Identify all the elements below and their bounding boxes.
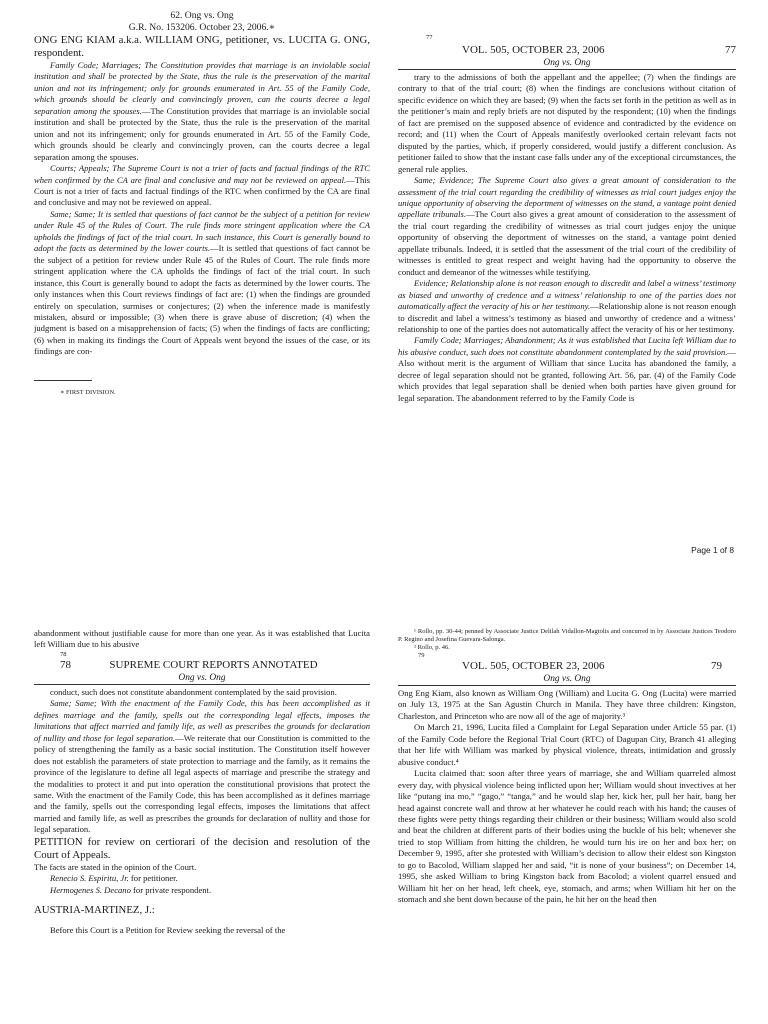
syllabus-paragraph bbox=[34, 209, 370, 358]
counsel-name: Renecio S. Espiritu, Jr. bbox=[50, 873, 129, 884]
facts-line: The facts are stated in the opinion of the Court. bbox=[34, 861, 197, 872]
syllabus-text: —Relationship alone is not reason enough to discredit and label a witness’s testimony as biased and unworthy of credence and a witness’ relationship to one of the parties does not automatically affect the veracity of his or her testimony. bbox=[398, 301, 736, 334]
publication-title: SUPREME COURT REPORTS ANNOTATED bbox=[109, 658, 318, 671]
syllabus-heading: Same; Same; It is settled that questions of fact cannot be the subject of a petition for review under Rule 45 of the Rules of Court. The rule finds more stringent application where the CA upholds the findings of fact of the trial court. In such instance, this Court is generally bound to adopt the facts as determined by the lower courts. bbox=[34, 208, 370, 254]
syllabus-text: —The Court also gives a great amount of consideration to the assessment of the trial court regarding the credibility of witnesses as trial court judges enjoy the unique opportunity of observing the deportment of witnesses on the stand, a vantage point denied appellate tribunals. Indeed, it is settled that the assessment of the trial court of the credibility of witnesses is entitled to great respect and weight having had the opportunity to observe the conduct and demeanor of the witnesses while testifying. bbox=[398, 209, 736, 277]
body-paragraph: On March 21, 1996, Lucita filed a Complaint for Legal Separation under Article 55 par. (1) of the Family Code before the Regional Trial Court (RTC) of Dagupan City, Branch 41 alleging that her life with William was marked by physical violence, threats, intimidation and grossly abusive conduct.⁴ bbox=[398, 722, 736, 767]
page-77-column bbox=[398, 44, 736, 404]
running-title: Ong vs. Ong bbox=[398, 57, 736, 70]
footnote-divider bbox=[34, 380, 92, 381]
running-title: Ong vs. Ong bbox=[34, 672, 370, 685]
body-paragraph: Before this Court is a Petition for Review seeking the reversal of the bbox=[50, 925, 286, 936]
page-marker: 78 bbox=[60, 650, 67, 658]
page-header bbox=[398, 660, 736, 673]
page-number: 77 bbox=[725, 44, 736, 56]
running-title: Ong vs. Ong bbox=[398, 673, 736, 686]
counsel-name: Hermogenes S. Decano bbox=[50, 884, 131, 895]
page-marker: 79 bbox=[418, 652, 425, 659]
page-count: Page 1 of 8 bbox=[691, 545, 734, 555]
case-parties: ONG ENG KIAM a.k.a. WILLIAM ONG, petitioner, vs. LUCITA G. ONG, respondent. bbox=[34, 34, 370, 59]
counsel-line bbox=[34, 885, 370, 896]
syllabus-paragraph bbox=[398, 175, 736, 278]
counsel-line bbox=[34, 873, 370, 884]
gr-number: G.R. No. 153206. October 23, 2006.∗ bbox=[128, 22, 276, 33]
counsel-role: for petitioner. bbox=[128, 873, 178, 884]
syllabus-paragraph bbox=[34, 698, 370, 835]
page-78-column bbox=[34, 628, 370, 937]
syllabus-text: —This Court is not a trier of facts and factual findings of the RTC when confirmed by the CA are final and conclusive and may not be reviewed on appeal. bbox=[34, 174, 370, 208]
syllabus-heading: Family Code; Marriages; Abandonment; As it was established that Lucita left William due to his abusive conduct, such does not constitute abandonment contemplated by the said provision. bbox=[398, 335, 736, 357]
syllabus-heading: Evidence; Relationship alone is not reason enough to discredit and label a witness’ testimony as biased and unworthy of credence and a witness’ relationship to one of the parties does not automatically affect the veracity of his or her testimony. bbox=[398, 278, 736, 312]
syllabus-paragraph bbox=[34, 60, 370, 163]
volume-title: VOL. 505, OCTOBER 23, 2006 bbox=[462, 44, 605, 56]
syllabus-heading: Same; Evidence; The Supreme Court also gives a great amount of consideration to the assessment of the trial court regarding the credibility of witnesses as trial court judges enjoy the unique opportunity of observing the deportment of witnesses on the stand, a vantage point denied appellate tribunals. bbox=[398, 175, 736, 220]
footnote: ¹ Rollo, pp. 30-44; penned by Associate Justice Delilah Vidallon-Magtolis and concurred in by Associate Justices Teodoro P. Regino and Josefina Guevara-Salonga. bbox=[398, 628, 736, 643]
ponente: AUSTRIA-MARTINEZ, J.: bbox=[34, 904, 155, 917]
page-number: 78 bbox=[60, 658, 71, 671]
counsel-role: for private respondent. bbox=[130, 884, 212, 895]
petition-line: PETITION for review on certiorari of the decision and resolution of the Court of Appeals. bbox=[34, 835, 370, 861]
syllabus-text: —Also without merit is the argument of William that since Lucita has abandoned the family, a decree of legal separation should not be granted, following Art. 56, par. (4) of the Family Code which provides that legal separation shall be denied when both parties have given ground for legal separation. The abandonment referred to by the Family Code is bbox=[398, 346, 736, 403]
syllabus-heading: Same; Same; With the enactment of the Family Code, this has been accomplished as it defines marriage and the family, spells out the corresponding legal effects, imposes the limitations that affect married and family life, as well as prescribes the grounds for declaration of nullity and those for legal separation. bbox=[34, 698, 370, 743]
page-header bbox=[34, 659, 370, 672]
body-paragraph: trary to the admissions of both the appellant and the appellee; (7) when the findings are contrary to that of the trial court; (8) when the findings are conclusions without citation of specific evidence on which they are based; (9) when the facts set forth in the petition as well as in the petitioner’s main and reply briefs are not disputed by the respondent; (10) when the findings of fact are premised on the supposed absence of evidence and contradicted by the evidence on record; and (11) when the Court of Appeals manifestly overlooked certain relevant facts not disputed by the parties, which, if properly considered, would justify a different conclusion. As petitioner failed to show that the instant case falls under any of the exceptional circumstances, the general rule applies. bbox=[398, 72, 736, 174]
syllabus-paragraph bbox=[34, 163, 370, 209]
page-header bbox=[398, 44, 736, 57]
footnote: ² Rollo, p. 46. bbox=[414, 644, 450, 651]
page-79-column bbox=[398, 628, 736, 906]
syllabus-heading: Courts; Appeals; The Supreme Court is not a trier of facts and factual findings of the RTC when confirmed by the CA are final and conclusive and may not be reviewed on appeal. bbox=[34, 163, 370, 185]
page-number: 79 bbox=[711, 660, 722, 672]
body-paragraph: Ong Eng Kiam, also known as William Ong (William) and Lucita G. Ong (Lucita) were married on July 13, 1975 at the San Agustin Church in Manila. They have three children: Kingston, Charleston, and Princeton who are now all of the age of majority.³ bbox=[398, 688, 736, 721]
body-paragraph: Lucita claimed that: soon after three years of marriage, she and William quarreled almost every day, with physical violence being inflicted upon her; William would shout invectives at her like “putang ina mo,” “gago,” “tanga,” and he would slap her, kick her, pull her hair, bang her head against concrete wall and throw at her whatever he could reach with his hand; the causes of these fights were petty things regarding their children or their business; William would also scold and beat the children at different parts of their bodies using the buckle of his belt; whenever she tried to stop William from hitting the children, he would turn his ire on her and box her; on December 9, 1995, after she protested with William’s decision to allow their eldest son Kingston to go to Bacolod, William slapped her and said, “it is none of your business”; on December 14, 1995, she asked William to bring Kingston back from Bacolod; a violent quarrel ensued and William hit her on her head, left cheek, eye, stomach, and arms; when William hit her on the stomach and she bent down because of the pain, he hit her on the head then bbox=[398, 768, 736, 905]
page-marker: 77 bbox=[426, 34, 433, 41]
carryover-text: abandonment without justifiable cause for more than one year. As it was established that Lucita left William due to his abusive bbox=[34, 628, 370, 650]
volume-title: VOL. 505, OCTOBER 23, 2006 bbox=[462, 660, 605, 672]
footnote: ∗ FIRST DIVISION. bbox=[60, 388, 116, 396]
body-paragraph: conduct, such does not constitute abandonment contemplated by the said provision. bbox=[50, 686, 337, 697]
syllabus-paragraph bbox=[398, 335, 736, 404]
syllabus-text: —The Constitution provides that marriage is an inviolable social institution and shall be protected by the State, thus the rule is the preservation of the marital union and not its infringement; only for grounds enumerated in Art. 55 of the Family Code, which grounds should be clearly and convincingly proven, can the courts decree a legal separation among the spouses. bbox=[34, 105, 370, 162]
syllabus-text: —We reiterate that our Constitution is committed to the policy of strengthening the family as a basic social institution. The Constitution itself however does not establish the parameters of state protection to marriage and the family, as it remains the province of the legislature to define all legal aspects of marriage and prescribe the strategy and the modalities to protect it and put into operation the constitutional provisions that protect the same. With the enactment of the Family Code, this has been accomplished as it defines marriage and the family, spells out the corresponding legal effects, imposes the limitations that affect married and family life, as well as prescribes the grounds for declaration of nullity and those for legal separation. bbox=[34, 732, 370, 835]
syllabus-paragraph bbox=[398, 278, 736, 335]
syllabus-heading: Family Code; Marriages; The Constitution provides that marriage is an inviolable social institution and shall be protected by the State, thus the rule is the preservation of the marital union and not its infringement; only for grounds enumerated in Art. 55 of the Family Code, which grounds should be clearly and convincingly proven, can the courts decree a legal separation among the spouses. bbox=[34, 60, 370, 116]
syllabus-text: —It is settled that questions of fact cannot be the subject of a petition for review under Rule 45 of the Rules of Court. The rule finds more stringent application where the CA upholds the findings of fact of the trial court. In such instance, this Court is generally bound to adopt the facts as determined by the lower courts. The only instances when this Court reviews findings of fact are: (1) when the findings are grounded entirely on speculation, surmises or conjectures; (2) when the inference made is manifestly mistaken, absurd or impossible; (3) when there is grave abuse of discretion; (4) when the judgment is based on a misapprehension of facts; (5) when the findings of facts are conflicting; (6) when in making its findings the Court of Appeals went beyond the issues of the case, or its findings are con- bbox=[34, 243, 370, 357]
page-76-column bbox=[34, 10, 370, 397]
case-number: 62. Ong vs. Ong bbox=[170, 10, 234, 21]
